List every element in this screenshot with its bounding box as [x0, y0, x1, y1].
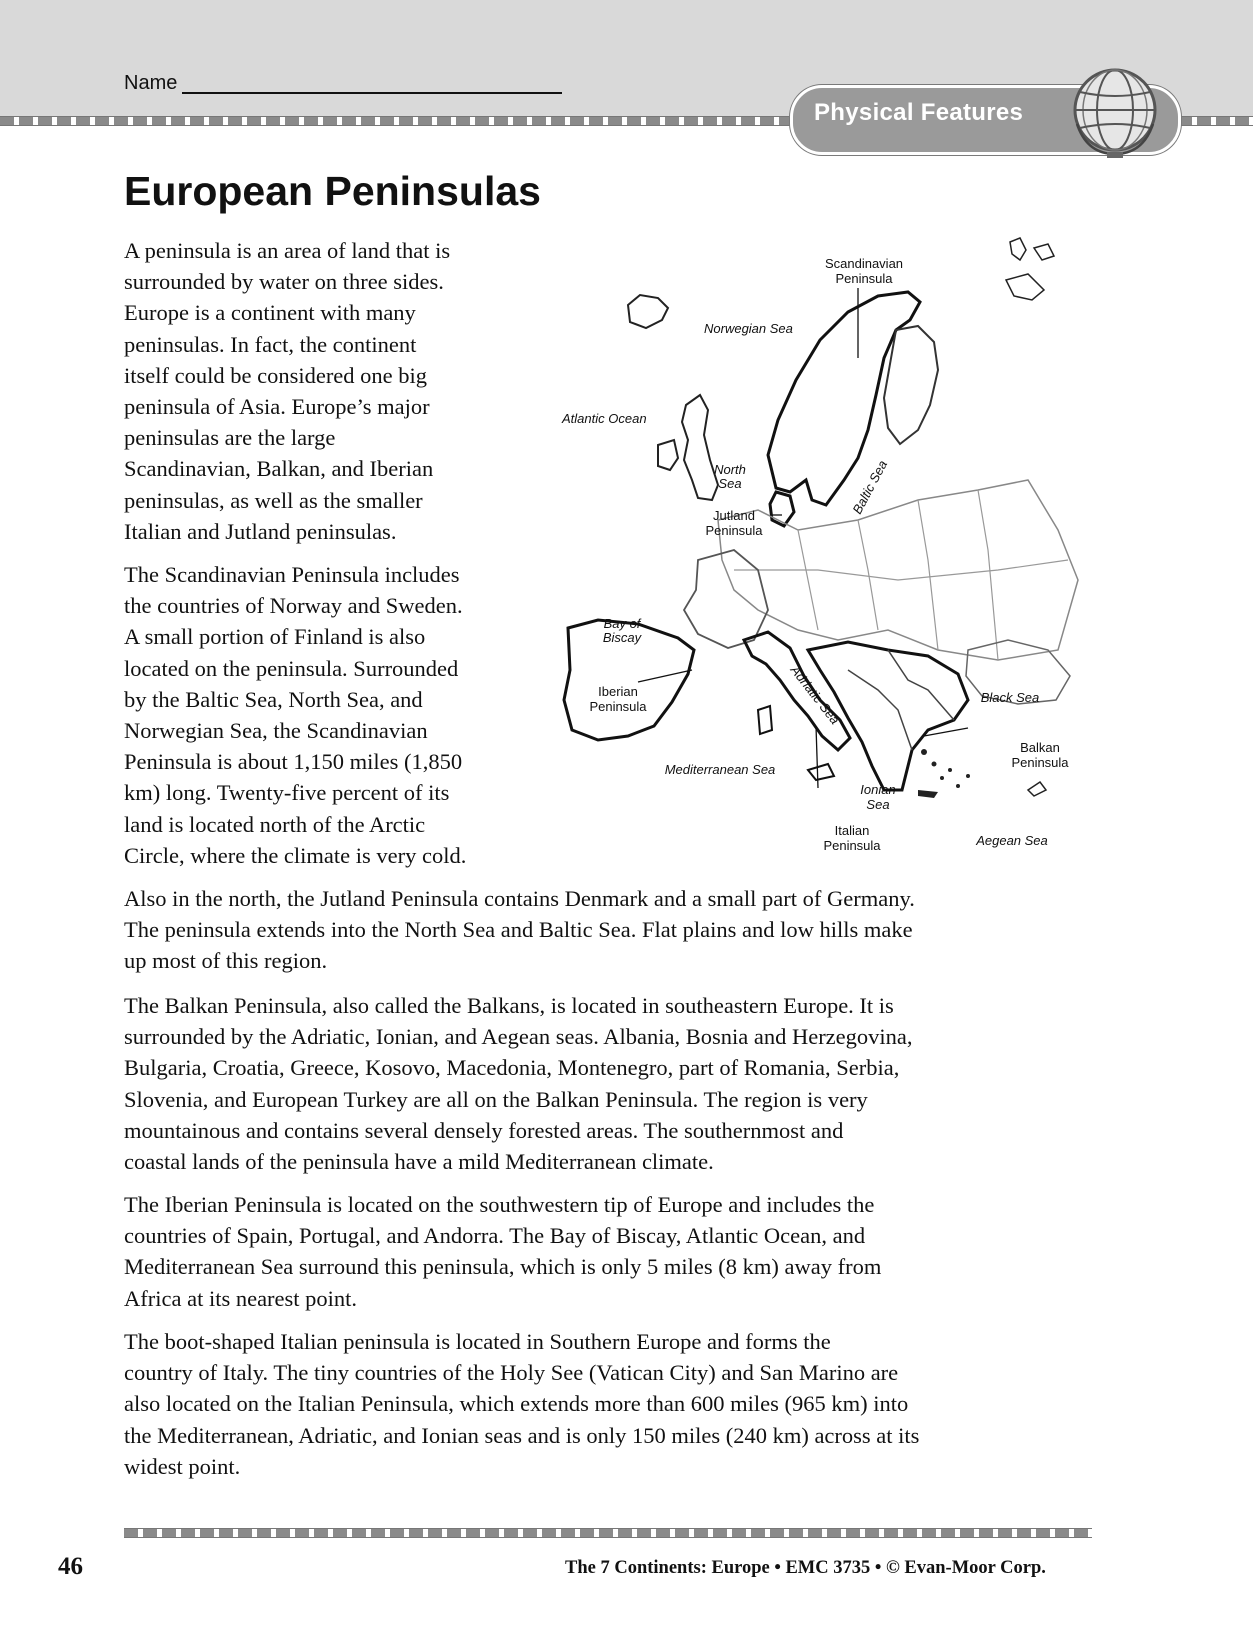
text-line: km) long. Twenty-five percent of its	[124, 780, 450, 806]
globe-icon	[1067, 64, 1163, 160]
text-line: Italian and Jutland peninsulas.	[124, 518, 397, 544]
text-line: peninsulas are the large	[124, 425, 336, 451]
text-line: peninsula of Asia. Europe’s major	[124, 394, 430, 420]
map-label: Adriatic Sea	[787, 662, 843, 728]
text-line: peninsulas, as well as the smaller	[124, 487, 423, 513]
section-badge-label: Physical Features	[814, 99, 1024, 126]
text-line: Africa at its nearest point.	[124, 1285, 358, 1311]
text-line: The boot-shaped Italian peninsula is located in Southern Europe and forms the	[124, 1329, 831, 1354]
text-line: countries of Spain, Portugal, and Andorra. The Bay of Biscay, Atlantic Ocean, and	[124, 1223, 866, 1249]
scandinavia-paragraph	[124, 559, 544, 871]
map-label: Italian	[834, 823, 870, 838]
text-line: The Scandinavian Peninsula includes	[124, 562, 460, 587]
text-line: The peninsula extends into the North Sea and Baltic Sea. Flat plains and low hills make	[124, 917, 913, 943]
map-label: Peninsula	[705, 523, 763, 538]
map-label: Peninsula	[823, 838, 881, 853]
map-label: Atlantic Ocean	[562, 411, 647, 426]
text-line: Circle, where the climate is very cold.	[124, 842, 467, 868]
map-label: Bay of	[603, 616, 641, 631]
map-label: Black Sea	[980, 690, 1040, 705]
map-label: North	[714, 462, 746, 477]
text-line: Peninsula is about 1,150 miles (1,850	[124, 749, 463, 775]
map-label: Norwegian Sea	[704, 321, 793, 336]
page-title: European Peninsulas	[124, 168, 541, 214]
text-line: coastal lands of the peninsula have a mild Mediterranean climate.	[124, 1149, 714, 1175]
text-line: by the Baltic Sea, North Sea, and	[124, 686, 423, 712]
text-line: country of Italy. The tiny countries of the Holy See (Vatican City) and San Marino are	[124, 1360, 899, 1386]
europe-map	[558, 230, 1098, 860]
text-line: surrounded by the Adriatic, Ionian, and Aegean seas. Albania, Bosnia and Herzegovina,	[124, 1024, 913, 1050]
name-label: Name	[124, 72, 178, 94]
jutland-paragraph	[124, 883, 1124, 977]
map-label: Sea	[718, 476, 742, 491]
text-line: Mediterranean Sea surround this peninsula, which is only 5 miles (8 km) away from	[124, 1254, 882, 1280]
map-label: Peninsula	[1011, 755, 1069, 770]
map-label: Jutland	[713, 508, 755, 523]
map-label: Sea	[866, 797, 890, 812]
text-line: Norwegian Sea, the Scandinavian	[124, 718, 428, 744]
iberian-paragraph	[124, 1189, 1124, 1314]
footer-credit: The 7 Continents: Europe • EMC 3735 • © Evan-Moor Corp.	[565, 1558, 1046, 1578]
page-number: 46	[58, 1553, 83, 1580]
intro-paragraph	[124, 235, 544, 547]
map-label: Biscay	[602, 630, 642, 645]
text-line: land is located north of the Arctic	[124, 811, 426, 837]
map-label: Baltic Sea	[849, 457, 891, 517]
map-label: Balkan	[1020, 740, 1060, 755]
text-line: The Iberian Peninsula is located on the southwestern tip of Europe and includes the	[124, 1192, 875, 1217]
footer-divider	[124, 1528, 1092, 1538]
text-line: A peninsula is an area of land that is	[124, 238, 451, 263]
map-label: Iberian	[598, 684, 638, 699]
text-line: Europe is a continent with many	[124, 300, 416, 326]
text-line: Scandinavian, Balkan, and Iberian	[124, 456, 434, 482]
text-line: itself could be considered one big	[124, 362, 428, 388]
text-line: widest point.	[124, 1453, 241, 1479]
text-line: mountainous and contains several densely forested areas. The southernmost and	[124, 1117, 844, 1143]
text-line: Slovenia, and European Turkey are all on the Balkan Peninsula. The region is very	[124, 1086, 868, 1112]
text-line: Bulgaria, Croatia, Greece, Kosovo, Macedonia, Montenegro, part of Romania, Serbia,	[124, 1055, 900, 1081]
map-label: Ionian	[860, 782, 896, 797]
map-label: Mediterranean Sea	[664, 762, 776, 777]
text-line: located on the peninsula. Surrounded	[124, 655, 459, 681]
text-line: also located on the Italian Peninsula, which extends more than 600 miles (965 km) into	[124, 1391, 909, 1417]
text-line: the Mediterranean, Adriatic, and Ionian seas and is only 150 miles (240 km) across at its	[124, 1422, 920, 1448]
text-line: surrounded by water on three sides.	[124, 269, 444, 295]
map-label: Aegean Sea	[976, 833, 1048, 848]
text-line: up most of this region.	[124, 948, 328, 974]
text-line: the countries of Norway and Sweden.	[124, 593, 463, 619]
balkan-paragraph	[124, 990, 1124, 1177]
text-line: A small portion of Finland is also	[124, 624, 426, 650]
map-label: Peninsula	[835, 271, 893, 286]
map-label: Scandinavian	[824, 256, 904, 271]
italian-paragraph	[124, 1326, 1124, 1482]
text-line: Also in the north, the Jutland Peninsula contains Denmark and a small part of Germany.	[124, 886, 915, 911]
name-field[interactable]	[182, 92, 562, 94]
map-label: Peninsula	[589, 699, 647, 714]
text-line: The Balkan Peninsula, also called the Balkans, is located in southeastern Europe. It is	[124, 993, 894, 1018]
text-line: peninsulas. In fact, the continent	[124, 331, 417, 357]
